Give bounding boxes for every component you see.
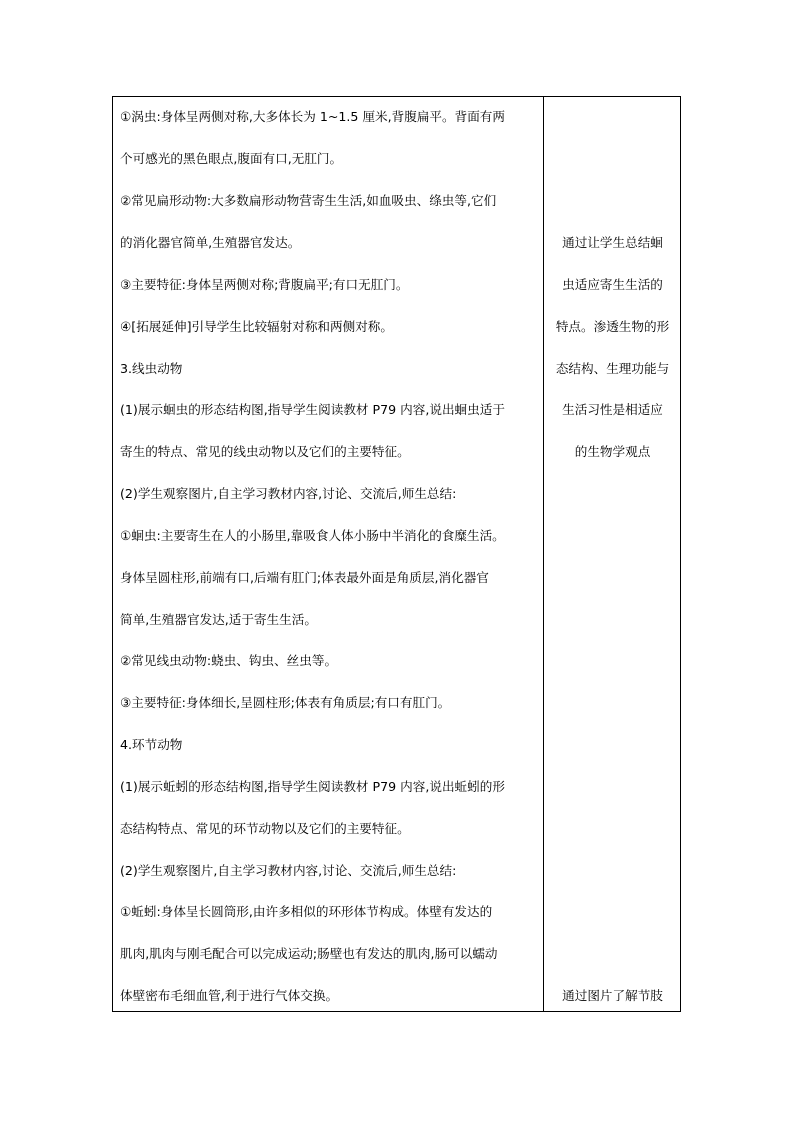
text-line: 身体呈圆柱形,前端有口,后端有肛门;体表最外面是角质层,消化器官 bbox=[120, 570, 489, 585]
note-line: 通过让学生总结蛔 bbox=[562, 235, 663, 250]
text-line: (2)学生观察图片,自主学习教材内容,讨论、交流后,师生总结: bbox=[120, 863, 457, 878]
text-line: 体壁密布毛细血管,利于进行气体交换。 bbox=[120, 988, 339, 1003]
text-line: 寄生的特点、常见的线虫动物以及它们的主要特征。 bbox=[120, 444, 410, 459]
text-line: ①蚯蚓:身体呈长圆筒形,由许多相似的环形体节构成。体壁有发达的 bbox=[120, 904, 493, 919]
note-line: 通过图片了解节肢 bbox=[562, 988, 663, 1003]
content-column bbox=[120, 96, 540, 1012]
text-line: ③主要特征:身体呈两侧对称;背腹扁平;有口无肛门。 bbox=[120, 277, 409, 292]
column-divider bbox=[543, 96, 544, 1012]
note-line: 生活习性是相适应 bbox=[562, 402, 663, 417]
text-line: 简单,生殖器官发达,适于寄生生活。 bbox=[120, 612, 317, 627]
text-line: ③主要特征:身体细长,呈圆柱形;体表有角质层;有口有肛门。 bbox=[120, 695, 451, 710]
text-line: (2)学生观察图片,自主学习教材内容,讨论、交流后,师生总结: bbox=[120, 486, 457, 501]
text-line: (1)展示蚯蚓的形态结构图,指导学生阅读教材 P79 内容,说出蚯蚓的形 bbox=[120, 779, 505, 794]
text-line: ①蛔虫:主要寄生在人的小肠里,靠吸食人体小肠中半消化的食糜生活。 bbox=[120, 528, 505, 543]
notes-column bbox=[545, 96, 680, 1012]
note-line: 特点。渗透生物的形 bbox=[555, 319, 670, 334]
text-line: 的消化器官简单,生殖器官发达。 bbox=[120, 235, 301, 250]
text-line: ②常见扁形动物:大多数扁形动物营寄生生活,如血吸虫、绦虫等,它们 bbox=[120, 193, 497, 208]
text-line: ④[拓展延伸]引导学生比较辐射对称和两侧对称。 bbox=[120, 319, 393, 334]
text-line: (1)展示蛔虫的形态结构图,指导学生阅读教材 P79 内容,说出蛔虫适于 bbox=[120, 402, 505, 417]
text-line: ①涡虫:身体呈两侧对称,大多体长为 1~1.5 厘米,背腹扁平。背面有两 bbox=[120, 109, 505, 124]
text-line: 肌肉,肌肉与刚毛配合可以完成运动;肠壁也有发达的肌肉,肠可以蠕动 bbox=[120, 946, 498, 961]
section-heading: 4.环节动物 bbox=[120, 737, 183, 752]
text-line: 个可感光的黑色眼点,腹面有口,无肛门。 bbox=[120, 151, 343, 166]
section-heading: 3.线虫动物 bbox=[120, 361, 183, 376]
note-line: 虫适应寄生生活的 bbox=[562, 277, 663, 292]
note-line: 的生物学观点 bbox=[574, 444, 651, 459]
text-line: 态结构特点、常见的环节动物以及它们的主要特征。 bbox=[120, 821, 410, 836]
text-line: ②常见线虫动物:蛲虫、钩虫、丝虫等。 bbox=[120, 653, 338, 668]
note-line: 态结构、生理功能与 bbox=[555, 361, 670, 376]
